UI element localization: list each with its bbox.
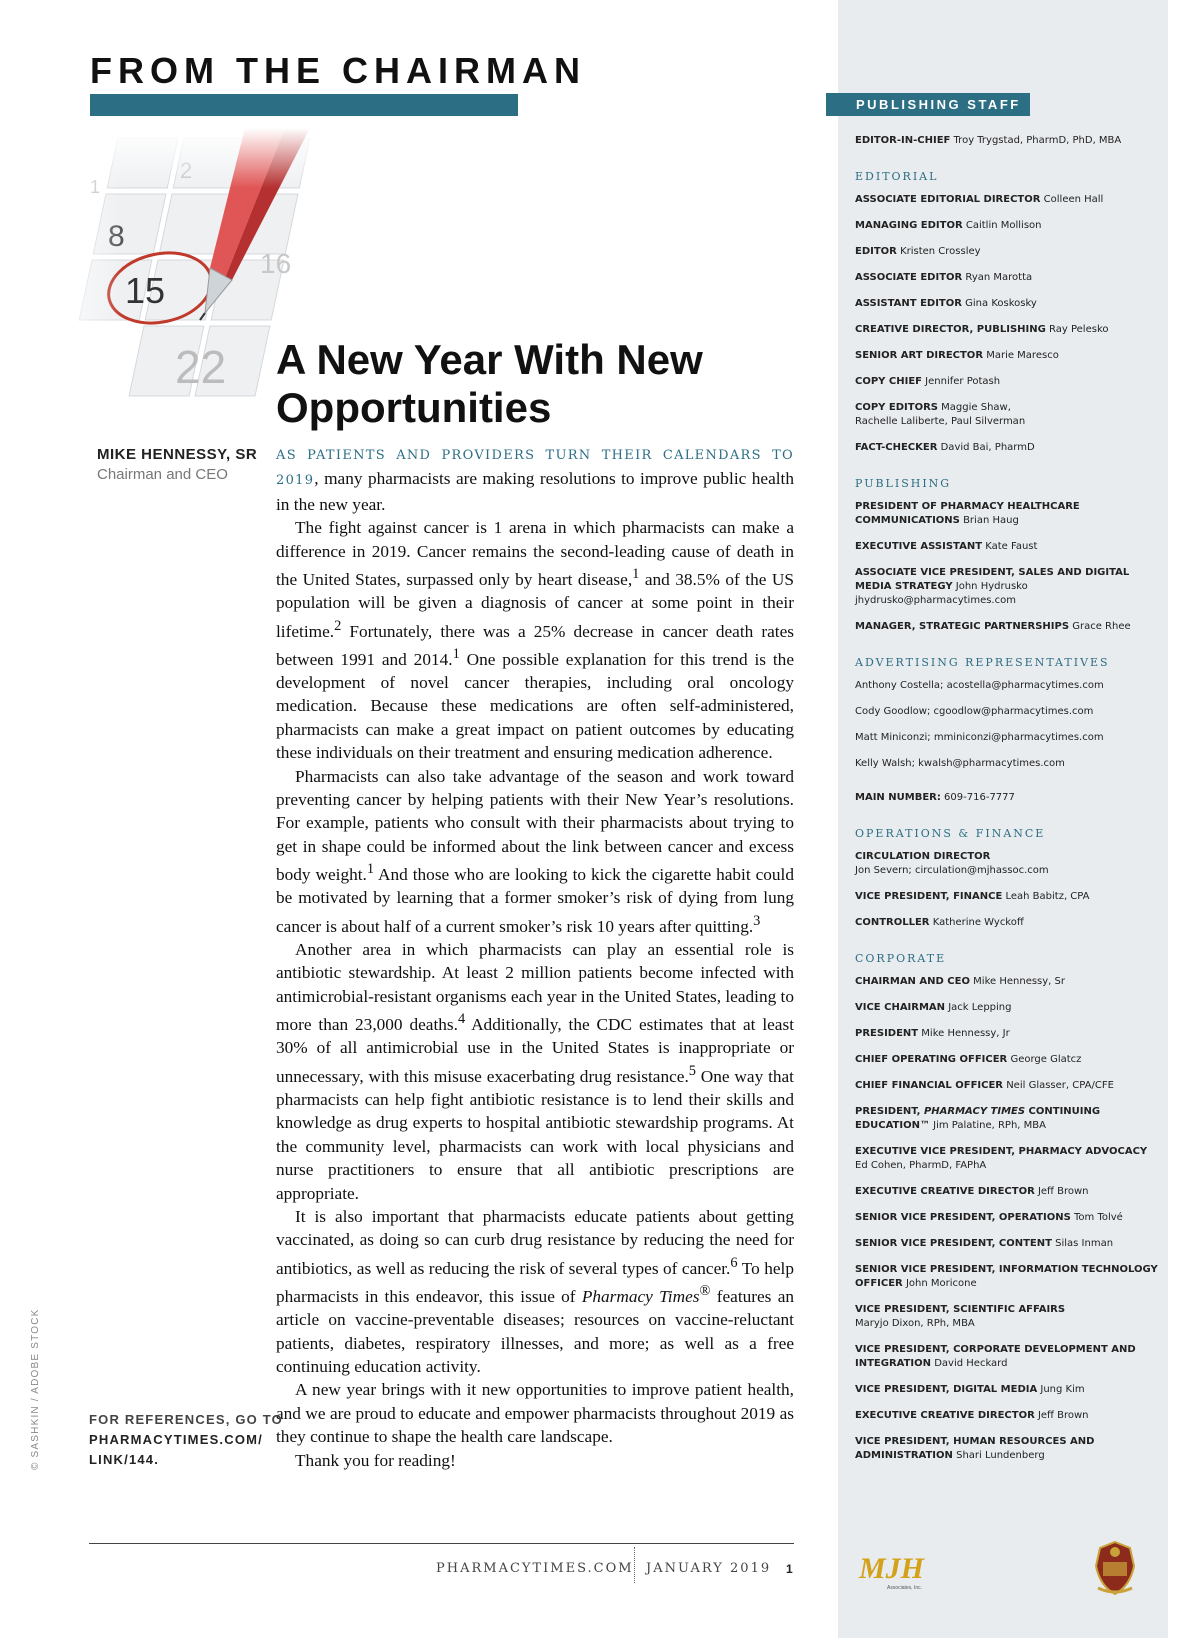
article-paragraph: Another area in which pharmacists can play an essential role is antibiotic stewardship. At least 2 million patients become infected with antimicrobial-resistant organisms each year in the United States, leading to more than 23,000 deaths.$^4$ Additionally, the CDC estimates that at least 30% of all antimicrobial use in the United States is inappropriate or unnecessary, with this misuse exacerbating drug resistance.$^5$ One way that pharmacists can help fight antibiotic resistance is to lend their skills and knowledge as drug experts to hospital antibiotic stewardship programs. At the community level, pharmacists can work with local physicians and nurse practitioners to ensure that all antibiotic prescriptions are appropriate.	[276, 939, 794, 1203]
staff-entry: CHIEF FINANCIAL OFFICER Neil Glasser, CPA/CFE	[855, 1080, 1114, 1091]
references-note	[89, 1410, 283, 1470]
article-headline	[276, 336, 796, 432]
reference-superscript: 1	[452, 645, 460, 662]
footer-issue-date: JANUARY 2019	[646, 1561, 772, 1576]
staff-entry: COPY EDITORS Maggie Shaw, Rachelle Laliberte, Paul Silverman	[855, 402, 1026, 427]
staff-entry: COPY CHIEF Jennifer Potash	[855, 376, 1001, 387]
reference-superscript: 4	[457, 1011, 466, 1028]
headline-line-1: A New Year With New	[276, 336, 703, 383]
staff-entry: SENIOR VICE PRESIDENT, CONTENT Silas Inman	[855, 1238, 1114, 1249]
references-label: FOR REFERENCES, GO TO	[89, 1412, 283, 1427]
staff-email[interactable]: jhydrusko@pharmacytimes.com	[855, 595, 1016, 606]
article-paragraph: A new year brings with it new opportunities to improve patient health, and we are proud to educate and empower pharmacists throughout 2019 as they continue to shape the health care landscape.	[276, 1380, 794, 1447]
staff-entry: CHIEF OPERATING OFFICER George Glatcz	[855, 1054, 1082, 1065]
staff-entry: VICE CHAIRMAN Jack Lepping	[855, 1002, 1012, 1013]
staff-entry: MANAGER, STRATEGIC PARTNERSHIPS Grace Rhee	[855, 621, 1131, 632]
staff-entry: EDITOR Kristen Crossley	[855, 246, 981, 257]
title-accent-bar	[90, 94, 518, 116]
article-body	[276, 442, 794, 1472]
article-paragraph: Pharmacists can also take advantage of the season and work toward preventing cancer by helping patients with their New Year’s resolutions. For example, patients who consult with their pharmacists about trying to get in shape could be informed about the link between cancer and excess body weight.$^1$ And those who are looking to kick the cigarette habit could be motivated by learning that a former smoker’s risk of dying from lung cancer is about half of a current smoker’s risk 10 years after quitting.$^3$	[276, 766, 794, 936]
author-title: Chairman and CEO	[97, 466, 228, 483]
staff-entry: VICE PRESIDENT, DIGITAL MEDIA Jung Kim	[855, 1384, 1085, 1395]
svg-text:MJH: MJH	[859, 1552, 925, 1585]
reference-superscript: 1	[632, 566, 640, 583]
staff-category-publishing: PUBLISHING	[855, 477, 952, 490]
article-closing: Thank you for reading!	[295, 1450, 456, 1470]
footer-rule	[89, 1543, 794, 1544]
advertising-rep: Cody Goodlow; cgoodlow@pharmacytimes.com	[855, 706, 1094, 717]
staff-entry: PRESIDENT, PHARMACY TIMES CONTINUING EDUCATION™ Jim Palatine, RPh, MBA	[855, 1106, 1101, 1131]
page-number: 1	[786, 1562, 793, 1576]
staff-entry: SENIOR VICE PRESIDENT, OPERATIONS Tom Tolvé	[855, 1212, 1123, 1223]
publishing-staff-list	[855, 134, 1160, 1475]
footer-divider	[634, 1547, 635, 1583]
staff-entry: ASSOCIATE EDITOR Ryan Marotta	[855, 272, 1033, 283]
staff-entry: MANAGING EDITOR Caitlin Mollison	[855, 220, 1042, 231]
reference-superscript: 2	[334, 617, 342, 634]
mjh-logo	[857, 1548, 925, 1592]
article-paragraph: The fight against cancer is 1 arena in which pharmacists can make a difference in 2019. Cancer remains the second-leading cause of death in the United States, surpassed only by heart disease,$^1$ and 38.5% of the US population will be given a diagnosis of cancer at some point in their lifetime.$^2$ Fortunately, there was a 25% decrease in cancer death rates between 1991 and 2014.$^1$ One possible explanation for this trend is the development of novel cancer therapies, including oral oncology medication. Because these medications are often self-administered, pharmacists can make a great impact on patient outcomes by educating these individuals on their treatment and ensuring medication adherence.	[276, 518, 794, 763]
staff-entry: EXECUTIVE CREATIVE DIRECTOR Jeff Brown	[855, 1186, 1089, 1197]
publishing-staff-header: PUBLISHING STAFF	[826, 93, 1030, 116]
staff-entry: VICE PRESIDENT, HUMAN RESOURCES AND ADMINISTRATION Shari Lundenberg	[855, 1436, 1095, 1461]
staff-entry: PRESIDENT OF PHARMACY HEALTHCARE COMMUNICATIONS Brian Haug	[855, 501, 1080, 526]
staff-entry: SENIOR VICE PRESIDENT, INFORMATION TECHNOLOGY OFFICER John Moricone	[855, 1264, 1158, 1289]
staff-category-operations: OPERATIONS & FINANCE	[855, 827, 1046, 840]
advertising-rep: Anthony Costella; acostella@pharmacytimes.com	[855, 680, 1104, 691]
staff-entry: ASSISTANT EDITOR Gina Koskosky	[855, 298, 1037, 309]
main-number: MAIN NUMBER: 609-716-7777	[855, 792, 1015, 803]
staff-entry: EXECUTIVE CREATIVE DIRECTOR Jeff Brown	[855, 1410, 1089, 1421]
advertising-rep: Kelly Walsh; kwalsh@pharmacytimes.com	[855, 758, 1065, 769]
photo-credit: © SASHKIN / ADOBE STOCK	[30, 1308, 41, 1470]
advertising-rep: Matt Miniconzi; mminiconzi@pharmacytimes.com	[855, 732, 1104, 743]
staff-entry: SENIOR ART DIRECTOR Marie Maresco	[855, 350, 1059, 361]
staff-entry: VICE PRESIDENT, CORPORATE DEVELOPMENT AND INTEGRATION David Heckard	[855, 1344, 1136, 1369]
reference-superscript: 1	[366, 861, 375, 878]
staff-category-editorial: EDITORIAL	[855, 170, 939, 183]
article-paragraph: AS PATIENTS AND PROVIDERS TURN THEIR CALENDARS TO 2019, many pharmacists are making resolutions to improve public health in the new year.	[276, 448, 794, 514]
reference-superscript: 3	[753, 912, 761, 929]
staff-entry: PRESIDENT Mike Hennessy, Jr	[855, 1028, 1010, 1039]
staff-entry: EXECUTIVE VICE PRESIDENT, PHARMACY ADVOCACY Ed Cohen, PharmD, FAPhA	[855, 1146, 1148, 1171]
staff-entry: CREATIVE DIRECTOR, PUBLISHING Ray Pelesko	[855, 324, 1109, 335]
crest-logo	[1090, 1538, 1140, 1598]
staff-entry: ASSOCIATE EDITORIAL DIRECTOR Colleen Hall	[855, 194, 1104, 205]
staff-category-advertising: ADVERTISING REPRESENTATIVES	[855, 656, 1110, 669]
staff-entry: CIRCULATION DIRECTOR Jon Severn; circulation@mjhassoc.com	[855, 851, 1049, 876]
staff-entry: FACT-CHECKER David Bai, PharmD	[855, 442, 1035, 453]
publication-name: Pharmacy Times	[581, 1286, 700, 1306]
staff-category-corporate: CORPORATE	[855, 952, 947, 965]
staff-entry: ASSOCIATE VICE PRESIDENT, SALES AND DIGITAL MEDIA STRATEGY John Hydrusko jhydrusko@pharmacytimes.com	[855, 567, 1130, 606]
article-paragraph: It is also important that pharmacists educate patients about getting vaccinated, as doing so can curb drug resistance by reducing the need for antibiotics, as well as reducing the risk of several types of cancer.$^6$ To help pharmacists in this endeavor, this issue of Pharmacy Times® features an article on vaccine-preventable diseases; resources on vaccine-reluctant patients, diabetes, respiratory illnesses, and more; as well as a free continuing education activity.	[276, 1206, 795, 1376]
reference-superscript: 5	[688, 1062, 696, 1079]
registered-mark: ®	[699, 1282, 711, 1299]
article-lead-in: AS PATIENTS AND PROVIDERS TURN THEIR CALENDARS TO 2019	[276, 448, 794, 489]
staff-entry: VICE PRESIDENT, FINANCE Leah Babitz, CPA	[855, 891, 1090, 902]
staff-entry: EDITOR-IN-CHIEF Troy Trygstad, PharmD, PhD, MBA	[855, 135, 1122, 146]
staff-entry: CONTROLLER Katherine Wyckoff	[855, 917, 1024, 928]
footer-site: PHARMACYTIMES.COM	[436, 1561, 634, 1576]
staff-entry: CHAIRMAN AND CEO Mike Hennessy, Sr	[855, 976, 1065, 987]
staff-entry: EXECUTIVE ASSISTANT Kate Faust	[855, 541, 1038, 552]
headline-line-2: Opportunities	[276, 384, 552, 431]
staff-entry: VICE PRESIDENT, SCIENTIFIC AFFAIRS Maryjo Dixon, RPh, MBA	[855, 1304, 1066, 1329]
references-link[interactable]: PHARMACYTIMES.COM/ LINK/144.	[89, 1432, 263, 1467]
section-title: FROM THE CHAIRMAN	[90, 50, 586, 91]
author-name: MIKE HENNESSY, SR	[97, 446, 258, 463]
svg-text:Associates, Inc.: Associates, Inc.	[887, 1585, 923, 1591]
reference-superscript: 6	[730, 1254, 738, 1271]
